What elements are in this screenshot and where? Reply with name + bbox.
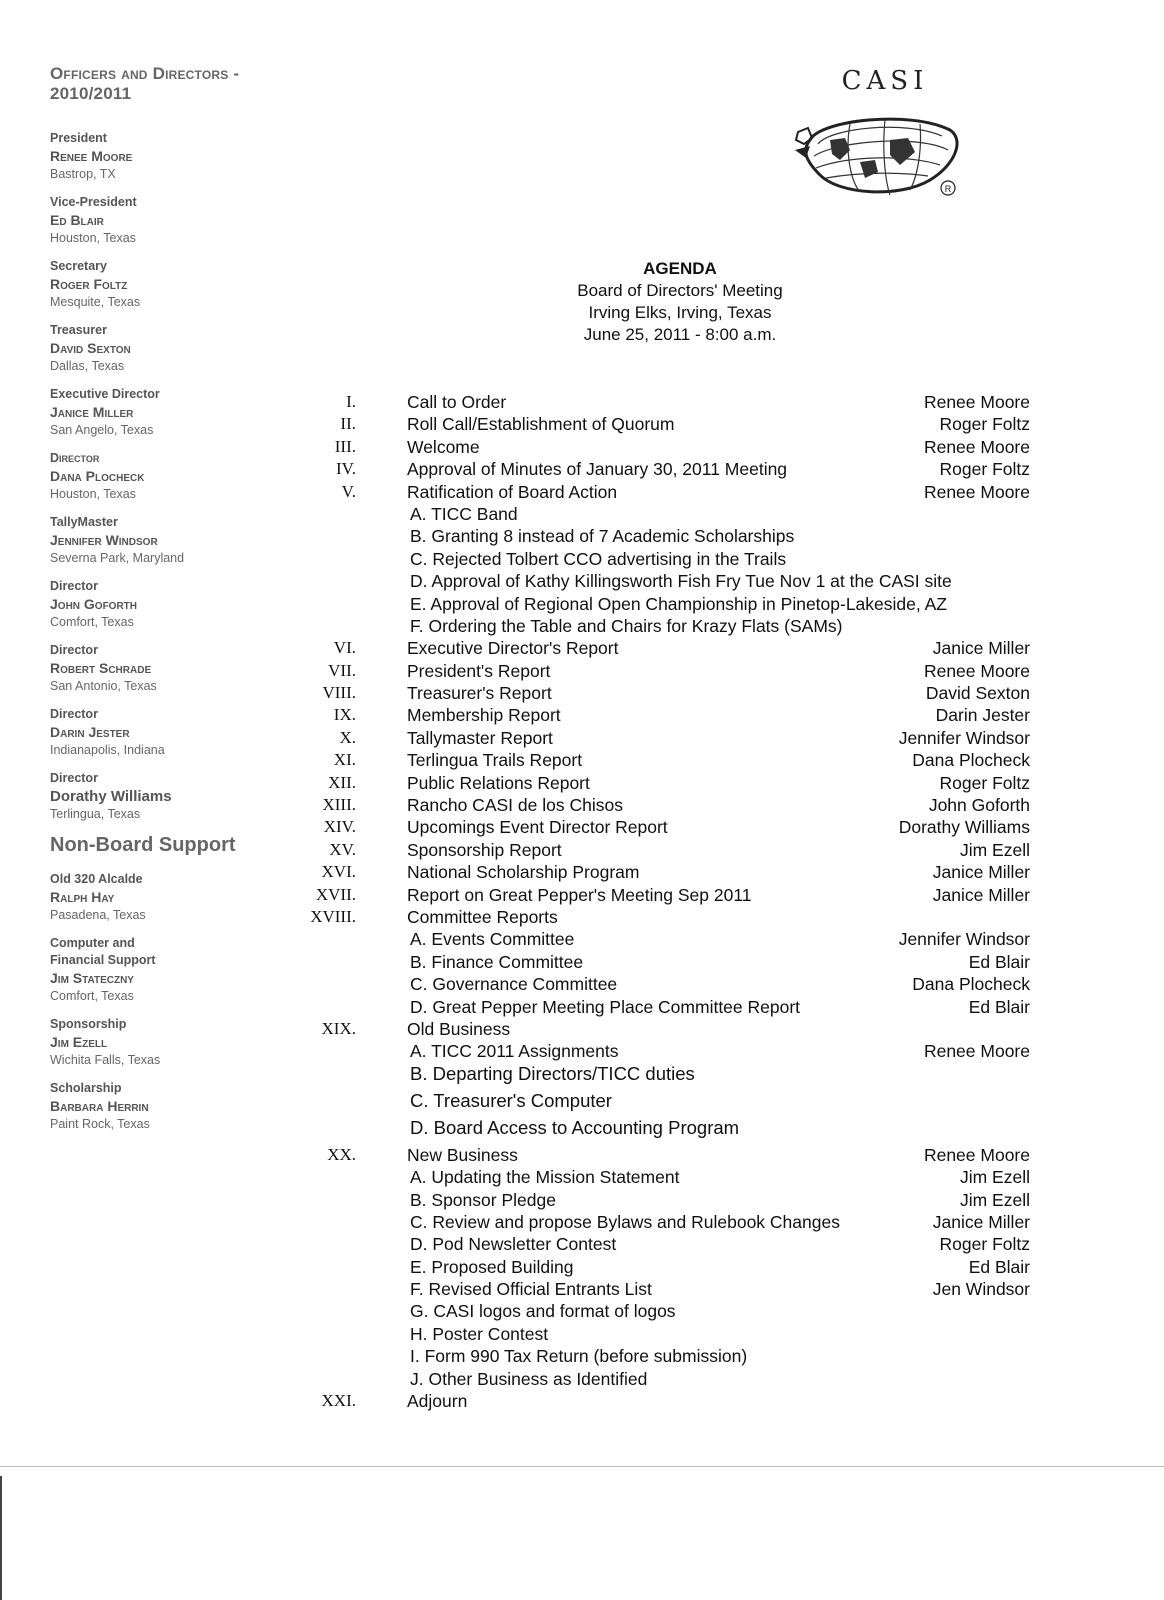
officer-role: Vice-President (50, 195, 137, 209)
agenda-item-presenter: Renee Moore (923, 660, 1030, 681)
agenda-item-text: Executive Director's Report (407, 638, 619, 659)
agenda-item-number: XX. (327, 1144, 356, 1164)
officer-entry (50, 258, 310, 310)
support-city: Wichita Falls, Texas (50, 1053, 161, 1067)
officer-role: Director (50, 771, 98, 785)
officer-name: Dorathy Williams (50, 788, 172, 805)
agenda-item-text: National Scholarship Program (407, 862, 640, 883)
agenda-item (0, 816, 1164, 838)
agenda-item-text: A. Events Committee (410, 929, 575, 950)
agenda-item-presenter: Jen Windsor (932, 1279, 1030, 1300)
agenda-item-text: C. Rejected Tolbert CCO advertising in the Trails (410, 548, 787, 569)
agenda-item-number: XII. (328, 772, 356, 792)
agenda-item (0, 928, 1164, 950)
agenda-item-text: Report on Great Pepper's Meeting Sep 2011 (407, 884, 752, 905)
agenda-item (0, 951, 1164, 973)
agenda-item-presenter: Renee Moore (923, 481, 1030, 502)
casi-logo (790, 66, 990, 226)
agenda-item-text: I. Form 990 Tax Return (before submission) (410, 1346, 748, 1367)
officer-city: Houston, Texas (50, 487, 136, 501)
agenda-item-presenter: Jennifer Windsor (898, 929, 1030, 950)
agenda-item-text: C. Governance Committee (410, 974, 618, 995)
agenda-item-text: Rancho CASI de los Chisos (407, 795, 623, 816)
meeting-location: Irving Elks, Irving, Texas (588, 303, 772, 322)
agenda-item-presenter: Dorathy Williams (898, 817, 1030, 838)
officer-city: Dallas, Texas (50, 359, 125, 373)
agenda-item-presenter: John Goforth (928, 795, 1030, 816)
agenda-item (0, 884, 1164, 906)
agenda-item-text: H. Poster Contest (410, 1323, 549, 1344)
agenda-item (0, 1090, 1164, 1117)
agenda-item-number: I. (346, 392, 356, 411)
agenda-item (0, 1368, 1164, 1390)
agenda-item-number: XXI. (321, 1391, 356, 1411)
agenda-item (0, 1390, 1164, 1412)
agenda-item-text: D. Approval of Kathy Killingsworth Fish Fry Tue Nov 1 at the CASI site (410, 571, 952, 592)
agenda-item-presenter: Roger Foltz (939, 1234, 1030, 1255)
registered-mark: R (944, 184, 952, 194)
support-role: Computer and (50, 936, 135, 950)
agenda-item-presenter: Janice Miller (932, 1211, 1030, 1232)
globe-pepper-icon (790, 110, 990, 230)
agenda-item (0, 525, 1164, 547)
logo-text: CASI (841, 66, 929, 96)
agenda-item (0, 973, 1164, 995)
officer-city: Houston, Texas (50, 231, 136, 245)
agenda-item (0, 637, 1164, 659)
agenda-item-presenter: Jim Ezell (959, 839, 1030, 860)
agenda-item-presenter: Ed Blair (968, 1256, 1030, 1277)
agenda-item-presenter: Roger Foltz (939, 414, 1030, 435)
agenda-item-presenter: Janice Miller (932, 884, 1030, 905)
agenda-item-presenter: Janice Miller (932, 638, 1030, 659)
agenda-item-text: Sponsorship Report (407, 839, 562, 860)
officer-role: Treasurer (50, 323, 107, 337)
agenda-item-presenter: Renee Moore (923, 1041, 1030, 1062)
agenda-item-presenter: Darin Jester (935, 705, 1030, 726)
agenda-item-text: Welcome (407, 436, 480, 457)
agenda-item (0, 1256, 1164, 1278)
agenda-item-text: Tallymaster Report (407, 727, 553, 748)
agenda-title: AGENDA (643, 259, 717, 278)
officer-city: Severna Park, Maryland (50, 551, 185, 565)
agenda-item-number: V. (341, 481, 356, 501)
agenda-item (0, 593, 1164, 615)
officer-name: Robert Schrade (50, 660, 152, 676)
agenda-item-text: F. Ordering the Table and Chairs for Krazy Flats (SAMs) (410, 615, 843, 636)
officer-name: Dana Plocheck (50, 468, 145, 484)
agenda-item-presenter: Roger Foltz (939, 459, 1030, 480)
agenda-item (0, 1323, 1164, 1345)
agenda-item-text: D. Pod Newsletter Contest (410, 1234, 617, 1255)
meeting-name: Board of Directors' Meeting (577, 281, 783, 300)
agenda-item (0, 1166, 1164, 1188)
agenda-item-presenter: Ed Blair (968, 996, 1030, 1017)
officer-role: President (50, 131, 107, 145)
scan-edge-mark (0, 1476, 2, 1600)
support-name: Barbara Herrin (50, 1098, 149, 1114)
agenda-item (0, 391, 1164, 413)
agenda-item (0, 660, 1164, 682)
agenda-item-text: Approval of Minutes of January 30, 2011 Meeting (407, 459, 788, 480)
support-role: Scholarship (50, 1081, 122, 1095)
agenda-item (0, 570, 1164, 592)
agenda-item (0, 548, 1164, 570)
agenda-list (0, 391, 1164, 1412)
agenda-item (0, 503, 1164, 525)
agenda-item (0, 1233, 1164, 1255)
agenda-item (0, 458, 1164, 480)
sidebar-heading: Officers and Directors - 2010/2011 (50, 64, 240, 103)
agenda-item-text: C. Review and propose Bylaws and Rulebook Changes (410, 1211, 840, 1232)
agenda-item-number: II. (340, 414, 356, 434)
support-name: Jim Ezell (50, 1034, 108, 1050)
agenda-item-number: XVIII. (310, 906, 356, 926)
agenda-item (0, 772, 1164, 794)
agenda-item-presenter: David Sexton (925, 683, 1030, 704)
agenda-item (0, 727, 1164, 749)
agenda-item-text: B. Departing Directors/TICC duties (410, 1062, 695, 1084)
agenda-item-text: A. Updating the Mission Statement (410, 1167, 680, 1188)
agenda-item-text: Upcomings Event Director Report (407, 817, 668, 838)
agenda-item-number: IX. (333, 705, 356, 725)
officer-role: Director (50, 451, 100, 465)
agenda-item-presenter: Janice Miller (932, 862, 1030, 883)
agenda-item (0, 749, 1164, 771)
nonboard-heading: Non-Board Support (50, 834, 236, 856)
agenda-item-number: XVII. (315, 884, 356, 904)
agenda-item (0, 1300, 1164, 1322)
agenda-item (0, 1117, 1164, 1144)
officer-role: Executive Director (50, 387, 160, 401)
agenda-item-number: XIII. (322, 795, 356, 815)
agenda-item-text: B. Sponsor Pledge (410, 1189, 556, 1210)
agenda-item (0, 704, 1164, 726)
officer-role: Director (50, 643, 98, 657)
meeting-date: June 25, 2011 - 8:00 a.m. (583, 325, 777, 344)
agenda-item (0, 839, 1164, 861)
agenda-item (0, 1063, 1164, 1090)
officer-name: Ed Blair (50, 212, 104, 228)
agenda-item-text: A. TICC 2011 Assignments (410, 1041, 619, 1062)
support-role: Old 320 Alcalde (50, 872, 143, 886)
officer-city: Comfort, Texas (50, 615, 134, 629)
officer-name: Jennifer Windsor (50, 532, 158, 548)
agenda-item (0, 996, 1164, 1018)
agenda-item-number: XVI. (321, 862, 356, 882)
officer-entry (50, 130, 310, 182)
agenda-item-number: XV. (329, 839, 356, 859)
agenda-item (0, 1144, 1164, 1166)
agenda-item (0, 1040, 1164, 1062)
agenda-item (0, 481, 1164, 503)
agenda-item (0, 1189, 1164, 1211)
agenda-item-presenter: Renee Moore (923, 1144, 1030, 1165)
support-role: Sponsorship (50, 1017, 127, 1031)
support-city: Pasadena, Texas (50, 908, 146, 922)
agenda-item-text: Old Business (407, 1018, 511, 1039)
page-divider (0, 1466, 1164, 1467)
officer-role: TallyMaster (50, 515, 118, 529)
agenda-item-presenter: Roger Foltz (939, 772, 1030, 793)
agenda-item (0, 682, 1164, 704)
officer-entry (50, 322, 310, 374)
agenda-item-text: D. Board Access to Accounting Program (410, 1116, 740, 1138)
agenda-item-text: Public Relations Report (407, 772, 590, 793)
agenda-item-text: F. Revised Official Entrants List (410, 1279, 652, 1300)
agenda-item (0, 906, 1164, 928)
agenda-item-text: Treasurer's Report (407, 683, 552, 704)
officer-role: Director (50, 579, 98, 593)
agenda-item-text: Committee Reports (407, 906, 558, 927)
officer-name: John Goforth (50, 596, 138, 612)
agenda-item (0, 794, 1164, 816)
agenda-item-text: C. Treasurer's Computer (410, 1089, 612, 1111)
support-name: Ralph Hay (50, 889, 115, 905)
agenda-item-text: Ratification of Board Action (407, 481, 618, 502)
officer-city: San Angelo, Texas (50, 423, 154, 437)
agenda-item-text: Membership Report (407, 705, 561, 726)
officer-name: Darin Jester (50, 724, 130, 740)
officer-city: San Antonio, Texas (50, 679, 157, 693)
officer-name: Renee Moore (50, 148, 133, 164)
agenda-item-text: E. Proposed Building (410, 1256, 574, 1277)
agenda-item (0, 861, 1164, 883)
agenda-item-text: Terlingua Trails Report (407, 750, 583, 771)
agenda-item-text: B. Granting 8 instead of 7 Academic Scholarships (410, 526, 795, 547)
support-city: Paint Rock, Texas (50, 1117, 150, 1131)
officer-city: Mesquite, Texas (50, 295, 141, 309)
agenda-item-text: G. CASI logos and format of logos (410, 1301, 676, 1322)
agenda-item (0, 1018, 1164, 1040)
agenda-item-presenter: Renee Moore (923, 436, 1030, 457)
agenda-item-number: XI. (333, 750, 356, 770)
agenda-item-number: III. (334, 436, 356, 456)
agenda-item-text: D. Great Pepper Meeting Place Committee Report (410, 996, 801, 1017)
support-role: Financial Support (50, 953, 156, 967)
agenda-item-presenter: Renee Moore (923, 392, 1030, 412)
support-city: Comfort, Texas (50, 989, 134, 1003)
agenda-item-text: Roll Call/Establishment of Quorum (407, 414, 675, 435)
officer-name: David Sexton (50, 340, 131, 356)
agenda-item-text: J. Other Business as Identified (410, 1368, 648, 1389)
agenda-item-presenter: Jennifer Windsor (898, 727, 1030, 748)
agenda-item-presenter: Dana Plocheck (912, 974, 1030, 995)
agenda-item-presenter: Jim Ezell (959, 1189, 1030, 1210)
agenda-item-number: XIV. (323, 817, 356, 837)
officer-role: Secretary (50, 259, 107, 273)
agenda-item (0, 436, 1164, 458)
agenda-item-number: VII. (328, 660, 356, 680)
agenda-item-text: Call to Order (407, 392, 507, 412)
agenda-item-number: XIX. (321, 1018, 356, 1038)
agenda-item-presenter: Ed Blair (968, 951, 1030, 972)
agenda-item-text: New Business (407, 1144, 518, 1165)
agenda-item (0, 615, 1164, 637)
agenda-item (0, 1211, 1164, 1233)
agenda-item-number: X. (339, 727, 356, 747)
agenda-item-number: IV. (336, 459, 356, 479)
officer-entry (50, 194, 310, 246)
agenda-header (520, 258, 840, 346)
officer-name: Janice Miller (50, 404, 134, 420)
agenda-item (0, 1278, 1164, 1300)
agenda-item-text: President's Report (407, 660, 551, 681)
agenda-item (0, 1345, 1164, 1367)
officer-city: Terlingua, Texas (50, 807, 141, 821)
agenda-item-text: E. Approval of Regional Open Championship in Pinetop-Lakeside, AZ (410, 593, 947, 614)
agenda-item-number: VIII. (322, 683, 356, 703)
agenda-item-presenter: Dana Plocheck (912, 750, 1030, 771)
agenda-item-number: VI. (333, 638, 356, 658)
officer-name: Roger Foltz (50, 276, 128, 292)
support-name: Jim Stateczny (50, 970, 134, 986)
agenda-item-presenter: Jim Ezell (959, 1167, 1030, 1188)
agenda-item-text: Adjourn (407, 1391, 468, 1412)
agenda-item-text: B. Finance Committee (410, 951, 584, 972)
agenda-item-text: A. TICC Band (410, 503, 518, 524)
officer-city: Indianapolis, Indiana (50, 743, 165, 757)
officer-city: Bastrop, TX (50, 167, 116, 181)
officer-role: Director (50, 707, 98, 721)
agenda-item (0, 413, 1164, 435)
